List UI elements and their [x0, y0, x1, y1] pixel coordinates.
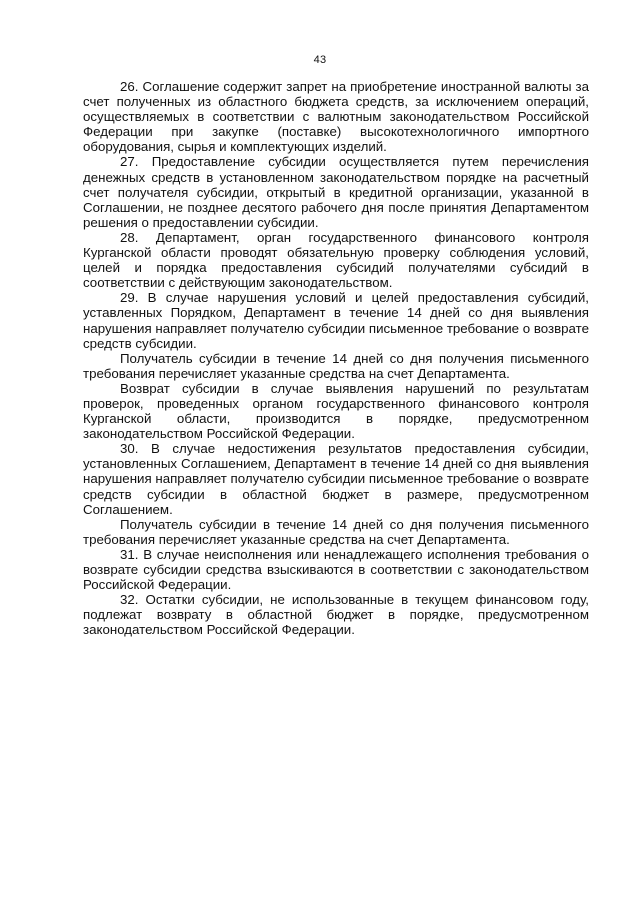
paragraph-29: 29. В случае нарушения условий и целей предоставления субсидий, уставленных Порядком, Департамент в течение 14 дней со дня выявления нарушения направляет получателю субсидии письменное требование о возврате средств субсидии.	[83, 290, 589, 351]
paragraph-32: 32. Остатки субсидии, не использованные в текущем финансовом году, подлежат возврату в областной бюджет в порядке, предусмотренном законодательством Российской Федерации.	[83, 592, 589, 638]
paragraph-27: 27. Предоставление субсидии осуществляется путем перечисления денежных средств в установленном законодательством порядке на расчетный счет получателя субсидии, открытый в кредитной организации, указанной в Соглашении, не позднее десятого рабочего дня после принятия Департаментом решения о предоставлении субсидии.	[83, 154, 589, 230]
paragraph-30-recipient-refund: Получатель субсидии в течение 14 дней со дня получения письменного требования перечисляет указанные средства на счет Департамента.	[83, 516, 589, 547]
page-number: 43	[313, 54, 327, 66]
paragraph-29-recipient-refund: Получатель субсидии в течение 14 дней со дня получения письменного требования перечисляет указанные средства на счет Департамента.	[83, 350, 589, 381]
paragraph-29-control-refund: Возврат субсидии в случае выявления нарушений по результатам проверок, проведенных органом государственного финансового контроля Курганской области, производится в порядке, предусмотренном законодательством Российской Федерации.	[83, 380, 589, 442]
document-body	[83, 79, 589, 637]
paragraph-30: 30. В случае недостижения результатов предоставления субсидии, установленных Соглашением, Департамент в течение 14 дней со дня выявления нарушения направляет получателю субсидии письменное требование о возврате средств субсидии в областной бюджет в размере, предусмотренном Соглашением.	[83, 441, 589, 517]
paragraph-26: 26. Соглашение содержит запрет на приобретение иностранной валюты за счет полученных из областного бюджета средств, за исключением операций, осуществляемых в соответствии с валютным законодательством Российской Федерации при закупке (поставке) высокотехнологичного импортного оборудования, сырья и комплектующих изделий.	[83, 79, 589, 155]
paragraph-28: 28. Департамент, орган государственного финансового контроля Курганской области проводят обязательную проверку соблюдения условий, целей и порядка предоставления субсидий получателями субсидий в соответствии с действующим законодательством.	[83, 229, 589, 291]
paragraph-31: 31. В случае неисполнения или ненадлежащего исполнения требования о возврате субсидии средства взыскиваются в соответствии с законодательством Российской Федерации.	[83, 546, 589, 593]
